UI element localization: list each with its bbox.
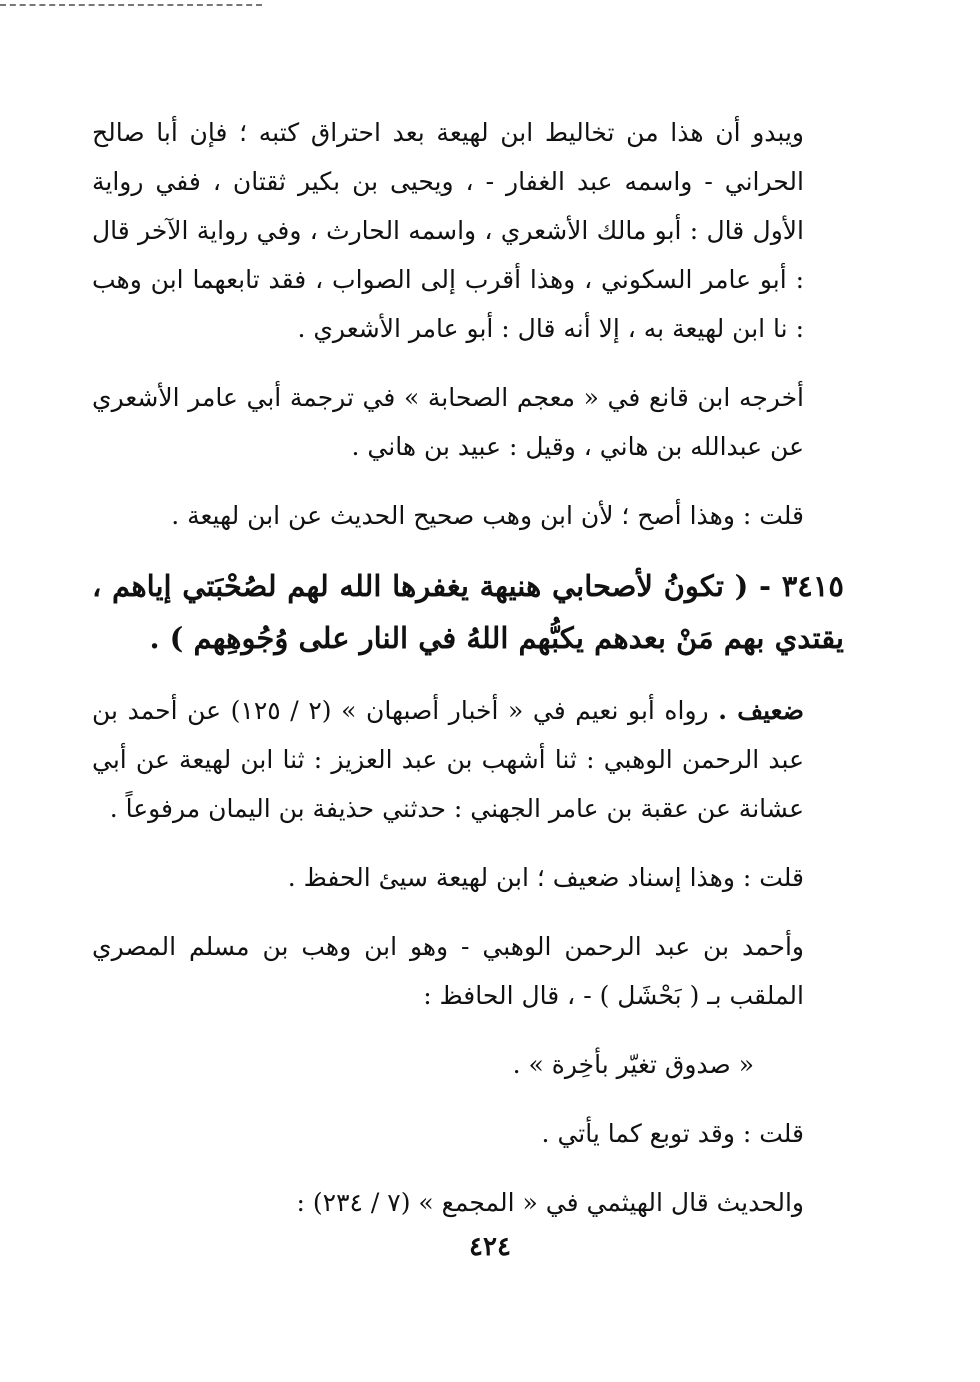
paragraph-quote: « صدوق تغيّر بأخِرة » . [512, 1050, 754, 1079]
grading-label: ضعيف . [718, 696, 804, 725]
paragraph-takhrij: أخرجه ابن قانع في « معجم الصحابة » في ترجمة أبي عامر الأشعري عن عبدالله بن هاني ، وقيل : عبيد بن هاني . [92, 383, 804, 461]
page-body [92, 108, 844, 1247]
grading-text: رواه أبو نعيم في « أخبار أصبهان » (٢ / ١٢٥) عن أحمد بن عبد الرحمن الوهبي : ثنا أشهب بن عبد العزيز : ثنا ابن لهيعة عن أبي عشانة عن عقبة بن عامر الجهني : حدثني حذيفة بن اليمان مرفوعاً . [92, 696, 804, 823]
scan-edge-line [0, 4, 262, 6]
paragraph-commentary-1: ويبدو أن هذا من تخاليط ابن لهيعة بعد احتراق كتبه ؛ فإن أبا صالح الحراني - واسمه عبد الغفار - ، ويحيى بن بكير ثقتان ، ففي رواية الأول قال : أبو مالك الأشعري ، واسمه الحارث ، وفي رواية الآخر قال : أبو عامر السكوني ، وهذا أقرب إلى الصواب ، فقد تابعهما ابن وهب : نا ابن لهيعة به ، إلا أنه قال : أبو عامر الأشعري . [92, 118, 804, 343]
paragraph-grading [92, 686, 844, 833]
paragraph-opinion-3: قلت : وقد توبع كما يأتي . [541, 1119, 804, 1148]
paragraph-narrator: وأحمد بن عبد الرحمن الوهبي - وهو ابن وهب بن مسلم المصري الملقب بـ ( بَحْشَل ) - ، قال الحافظ : [92, 932, 804, 1010]
paragraph-opinion-1: قلت : وهذا أصح ؛ لأن ابن وهب صحيح الحديث عن ابن لهيعة . [171, 501, 804, 530]
page-number: ٤٢٤ [469, 1232, 511, 1262]
paragraph-opinion-2: قلت : وهذا إسناد ضعيف ؛ ابن لهيعة سيئ الحفظ . [287, 863, 804, 892]
paragraph-haythami: والحديث قال الهيثمي في « المجمع » (٧ / ٢٣٤) : [296, 1188, 804, 1217]
hadith-text: ٣٤١٥ - ( تكونُ لأصحابي هنيهة يغفرها الله لهم لصُحْبَتي إياهم ، يقتدي بهم مَنْ بعدهم يكبُّهم اللهُ في النار على وُجُوهِهم ) . [92, 569, 844, 655]
